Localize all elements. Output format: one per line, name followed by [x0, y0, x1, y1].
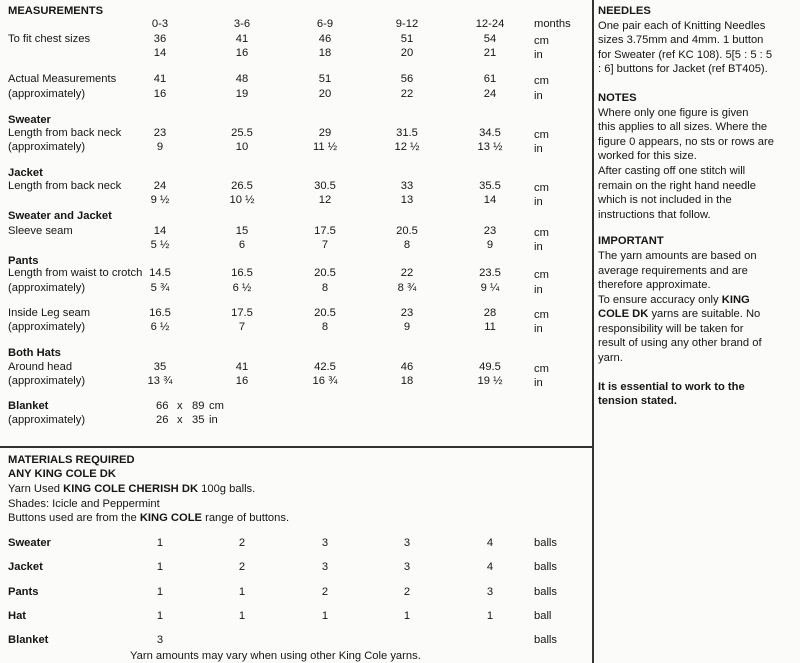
measurement-value: 13 ¾ [147, 375, 173, 387]
measurement-value: 51 [400, 33, 414, 45]
important-line: therefore approximate. [598, 279, 711, 292]
ball-count: 1 [486, 610, 494, 622]
blanket-unit: in [209, 414, 218, 426]
material-unit: balls [534, 561, 558, 573]
measurement-value: 61 [483, 73, 497, 85]
ball-count: 3 [486, 586, 494, 598]
measurement-value: 22 [400, 267, 414, 279]
tension-warning: tension stated. [598, 395, 677, 408]
needles-line: for Sweater (ref KC 108). 5[5 : 5 : 5 [598, 48, 773, 61]
needles-line: sizes 3.75mm and 4mm. 1 button [598, 34, 764, 47]
ball-count: 1 [403, 610, 411, 622]
material-unit: balls [534, 537, 558, 549]
measurement-value: 14 [153, 47, 167, 59]
ball-count: 3 [321, 561, 329, 573]
measurement-value: 9 [156, 141, 164, 153]
size-header: 12-24 [475, 18, 505, 30]
measurement-value: 34.5 [479, 127, 501, 139]
ball-count: 3 [321, 537, 329, 549]
measurement-unit: cm [534, 269, 549, 281]
material-unit: balls [534, 634, 558, 646]
measurement-unit: cm [534, 227, 549, 239]
important-line: responsibility will be taken for [598, 322, 744, 335]
blanket-unit: cm [209, 400, 224, 412]
measurement-label: Sleeve seam [8, 225, 73, 237]
materials-heading: MATERIALS REQUIRED [8, 454, 135, 466]
measurement-value: 17.5 [231, 307, 253, 319]
measurement-value: 51 [318, 73, 332, 85]
measurement-value: 18 [318, 47, 332, 59]
measurement-label: Length from back neck [8, 180, 122, 192]
measurement-unit: cm [534, 363, 549, 375]
needles-heading: NEEDLES [598, 5, 651, 17]
measurement-value: 9 [486, 239, 494, 251]
blanket-times: x [177, 414, 183, 426]
measurement-value: 5 ¾ [150, 282, 170, 294]
blanket-times: x [177, 400, 183, 412]
yarn-text: Yarn Used [8, 483, 64, 495]
shades-line: Shades: Icicle and Peppermint [8, 498, 160, 510]
ball-count: 1 [156, 610, 164, 622]
notes-line: After casting off one stitch will [598, 164, 746, 177]
measurement-label: (approximately) [8, 321, 86, 333]
blanket-label: (approximately) [8, 414, 86, 426]
measurement-value: 7 [321, 239, 329, 251]
ball-count: 1 [156, 561, 164, 573]
measurement-value: 8 [403, 239, 411, 251]
measurement-value: 29 [318, 127, 332, 139]
right-column [598, 4, 796, 409]
blanket-height: 35 [192, 414, 205, 426]
measurement-value: 23 [400, 307, 414, 319]
measurement-unit: in [534, 143, 543, 155]
important-line [598, 293, 796, 308]
yarn-text: 100g balls. [198, 483, 256, 495]
measurement-value: 15 [235, 225, 249, 237]
measurement-value: 19 ½ [477, 375, 503, 387]
notes-line: worked for this size. [598, 150, 697, 163]
ball-count: 3 [156, 634, 164, 646]
ball-count: 1 [321, 610, 329, 622]
measurement-unit: in [534, 377, 543, 389]
measurement-value: 11 [484, 321, 496, 333]
measurement-value: 12 ½ [394, 141, 420, 153]
section-divider [0, 446, 592, 448]
important-line: yarn. [598, 352, 623, 365]
measurement-label: (approximately) [8, 141, 86, 153]
yarn-footnote: Yarn amounts may vary when using other King Cole yarns. [130, 650, 421, 662]
blanket-height: 89 [192, 400, 205, 412]
measurement-unit: cm [534, 129, 549, 141]
measurement-value: 19 [235, 88, 249, 100]
measurement-value: 42.5 [314, 361, 336, 373]
measurement-value: 25.5 [231, 127, 253, 139]
measurement-value: 6 [238, 239, 246, 251]
measurement-value: 17.5 [314, 225, 336, 237]
material-item-label: Blanket [8, 634, 49, 646]
measurement-group-heading: Pants [8, 255, 39, 267]
measurement-value: 48 [235, 73, 249, 85]
measurement-value: 41 [235, 33, 249, 45]
buttons-brand: KING COLE [139, 512, 202, 524]
measurement-value: 46 [318, 33, 332, 45]
measurement-unit: in [534, 323, 543, 335]
measurement-unit: cm [534, 75, 549, 87]
measurement-label: Actual Measurements [8, 73, 117, 85]
ball-count: 1 [238, 610, 246, 622]
measurement-label: Inside Leg seam [8, 307, 91, 319]
measurement-value: 10 ½ [229, 194, 255, 206]
blanket-width: 66 [156, 400, 169, 412]
measurement-value: 20 [318, 88, 332, 100]
measurement-value: 28 [483, 307, 497, 319]
measurement-value: 16.5 [231, 267, 253, 279]
measurement-value: 24 [153, 180, 167, 192]
measurement-label: Around head [8, 361, 73, 373]
ball-count: 4 [486, 561, 494, 573]
important-text: To ensure accuracy only [598, 293, 722, 306]
measurement-value: 16.5 [149, 307, 171, 319]
measurement-value: 14 [483, 194, 497, 206]
measurement-value: 54 [483, 33, 497, 45]
measurement-value: 9 [403, 321, 411, 333]
measurement-value: 35 [153, 361, 167, 373]
measurement-value: 18 [400, 375, 414, 387]
measurements-heading: MEASUREMENTS [8, 5, 104, 17]
ball-count: 2 [238, 561, 246, 573]
measurement-value: 16 [153, 88, 167, 100]
important-line [598, 307, 796, 322]
measurement-value: 11 ½ [312, 141, 338, 153]
material-item-label: Pants [8, 586, 39, 598]
measurement-value: 7 [238, 321, 246, 333]
measurement-value: 8 ¾ [397, 282, 417, 294]
measurement-group-heading: Sweater [8, 114, 51, 126]
measurement-value: 49.5 [479, 361, 501, 373]
measurement-value: 46 [400, 361, 414, 373]
notes-line: Where only one figure is given [598, 106, 749, 119]
measurement-unit: in [534, 241, 543, 253]
notes-line: this applies to all sizes. Where the [598, 121, 768, 134]
materials-subheading: ANY KING COLE DK [8, 468, 116, 480]
important-line: average requirements and are [598, 264, 748, 277]
measurement-value: 14.5 [149, 267, 171, 279]
measurement-value: 8 [321, 282, 329, 294]
measurement-value: 13 ½ [477, 141, 503, 153]
material-unit: ball [534, 610, 552, 622]
size-header: 9-12 [395, 18, 419, 30]
buttons-text: range of buttons. [202, 512, 290, 524]
measurement-label: (approximately) [8, 282, 86, 294]
material-item-label: Sweater [8, 537, 51, 549]
ball-count: 3 [403, 561, 411, 573]
measurement-value: 9 ½ [150, 194, 170, 206]
measurement-value: 13 [400, 194, 414, 206]
measurement-value: 33 [400, 180, 414, 192]
measurement-value: 56 [400, 73, 414, 85]
ball-count: 2 [238, 537, 246, 549]
measurement-value: 41 [235, 361, 249, 373]
measurement-label: Length from back neck [8, 127, 122, 139]
measurement-value: 24 [483, 88, 497, 100]
measurement-value: 21 [483, 47, 497, 59]
measurement-label: (approximately) [8, 375, 86, 387]
important-text: yarns are suitable. No [648, 308, 761, 321]
needles-line: : 6] buttons for Jacket (ref BT405). [598, 63, 768, 76]
measurement-value: 6 ½ [232, 282, 252, 294]
measurement-value: 16 [235, 47, 249, 59]
measurement-unit: cm [534, 182, 549, 194]
size-unit: months [534, 18, 571, 30]
measurement-value: 26.5 [231, 180, 253, 192]
notes-line: figure 0 appears, no sts or rows are [598, 135, 774, 148]
measurement-label: Length from waist to crotch [8, 267, 143, 279]
measurement-unit: in [534, 284, 543, 296]
measurement-unit: in [534, 49, 543, 61]
measurement-group-heading: Both Hats [8, 347, 61, 359]
important-heading: IMPORTANT [598, 235, 664, 248]
measurement-value: 16 [235, 375, 249, 387]
material-unit: balls [534, 586, 558, 598]
measurement-unit: in [534, 196, 543, 208]
measurement-value: 30.5 [314, 180, 336, 192]
needles-line: One pair each of Knitting Needles [598, 19, 766, 32]
material-item-label: Hat [8, 610, 27, 622]
ball-count: 2 [403, 586, 411, 598]
measurement-value: 12 [318, 194, 332, 206]
ball-count: 1 [156, 586, 164, 598]
notes-line: instructions that follow. [598, 208, 711, 221]
notes-heading: NOTES [598, 91, 637, 104]
brand-name: COLE DK [598, 308, 649, 321]
measurement-value: 9 ¼ [480, 282, 500, 294]
ball-count: 3 [403, 537, 411, 549]
material-item-label: Jacket [8, 561, 43, 573]
column-divider [592, 0, 594, 663]
notes-line: remain on the right hand needle [598, 179, 756, 192]
measurement-label: To fit chest sizes [8, 33, 91, 45]
measurement-value: 36 [153, 33, 167, 45]
measurement-value: 41 [153, 73, 167, 85]
important-line: The yarn amounts are based on [598, 249, 757, 262]
ball-count: 2 [321, 586, 329, 598]
measurement-value: 16 ¾ [312, 375, 338, 387]
measurement-value: 23 [483, 225, 497, 237]
measurement-value: 10 [235, 141, 249, 153]
important-line: result of using any other brand of [598, 337, 762, 350]
measurement-unit: in [534, 90, 543, 102]
measurement-value: 5 ½ [150, 239, 170, 251]
measurement-value: 20.5 [314, 267, 336, 279]
buttons-text: Buttons used are from the [8, 512, 140, 524]
measurement-value: 20.5 [396, 225, 418, 237]
measurement-label: (approximately) [8, 88, 86, 100]
yarn-brand: KING COLE CHERISH DK [63, 483, 199, 495]
measurement-value: 20.5 [314, 307, 336, 319]
ball-count: 4 [486, 537, 494, 549]
measurement-group-heading: Sweater and Jacket [8, 210, 112, 222]
blanket-heading: Blanket [8, 400, 49, 412]
size-header: 6-9 [316, 18, 334, 30]
measurement-value: 14 [153, 225, 167, 237]
size-header: 0-3 [151, 18, 169, 30]
measurement-value: 8 [321, 321, 329, 333]
measurement-value: 35.5 [479, 180, 501, 192]
measurement-value: 6 ½ [150, 321, 170, 333]
brand-name: KING [721, 293, 750, 306]
measurement-value: 20 [400, 47, 414, 59]
ball-count: 1 [238, 586, 246, 598]
yarn-used-line [8, 484, 255, 495]
measurement-value: 31.5 [396, 127, 418, 139]
notes-line: which is not included in the [598, 194, 732, 207]
measurement-value: 22 [400, 88, 414, 100]
measurement-group-heading: Jacket [8, 167, 43, 179]
tension-warning: It is essential to work to the [598, 380, 745, 393]
measurement-unit: cm [534, 35, 549, 47]
ball-count: 1 [156, 537, 164, 549]
measurement-value: 23.5 [479, 267, 501, 279]
measurement-unit: cm [534, 309, 549, 321]
measurement-value: 23 [153, 127, 167, 139]
size-header: 3-6 [233, 18, 251, 30]
buttons-line [8, 513, 289, 524]
blanket-width: 26 [156, 414, 169, 426]
